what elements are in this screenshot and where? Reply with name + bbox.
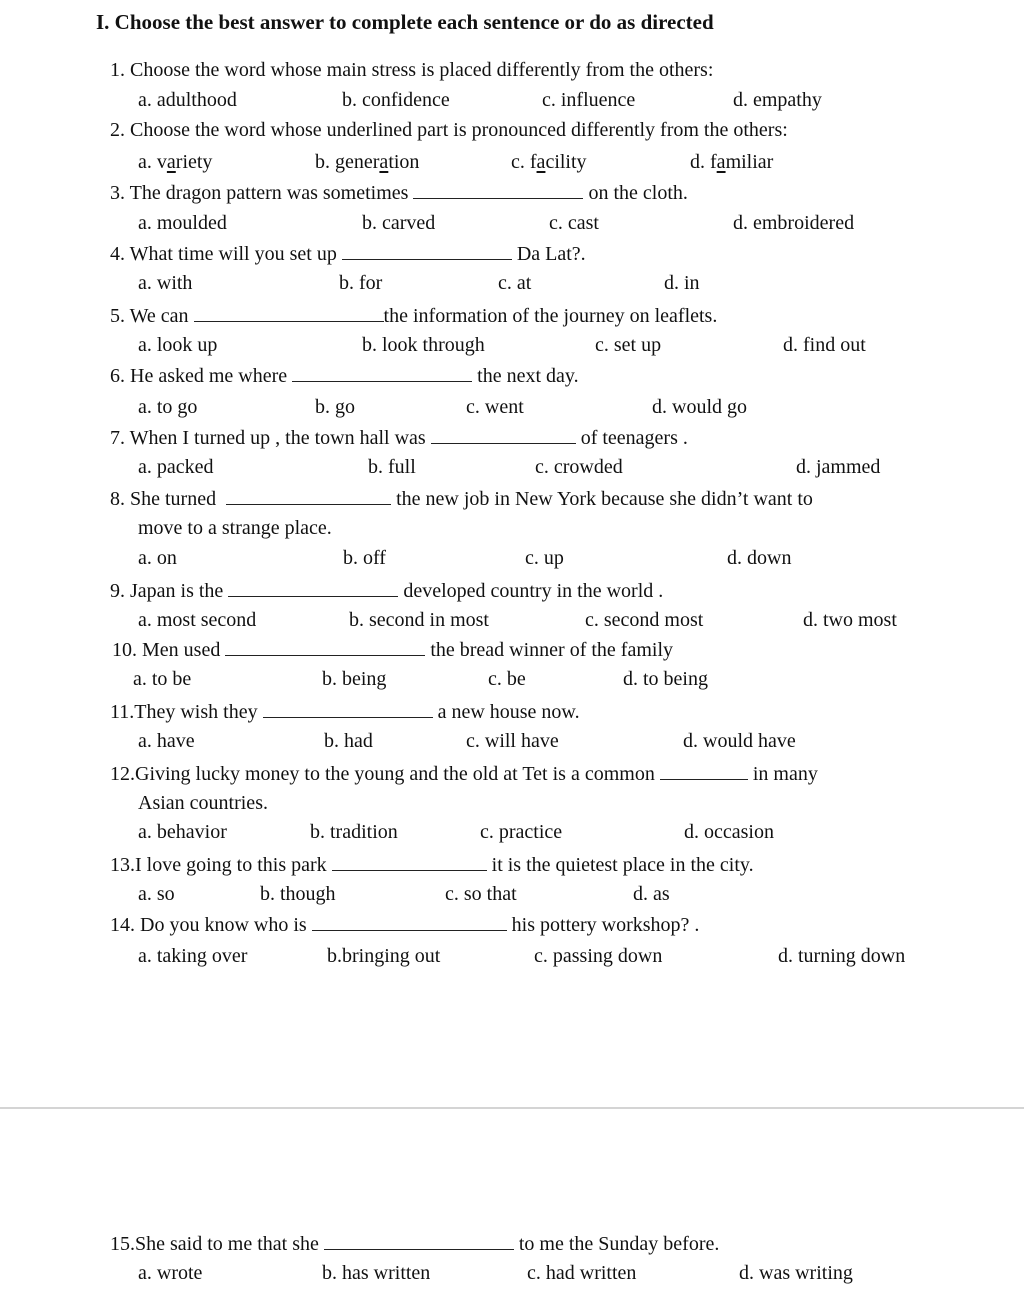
answer-blank: [431, 425, 576, 444]
q11-option-d[interactable]: d. would have: [683, 730, 796, 752]
q6-option-d[interactable]: d. would go: [652, 396, 747, 418]
question-3: 3. The dragon pattern was sometimes on the cloth.: [110, 182, 688, 204]
q12-option-a[interactable]: a. behavior: [138, 821, 227, 843]
answer-blank: [292, 363, 472, 382]
q7-option-a[interactable]: a. packed: [138, 456, 214, 478]
q5-option-a[interactable]: a. look up: [138, 334, 218, 356]
q13-option-d[interactable]: d. as: [633, 883, 670, 905]
q6-option-a[interactable]: a. to go: [138, 396, 198, 418]
q3-option-d[interactable]: d. embroidered: [733, 212, 855, 234]
answer-blank: [263, 699, 433, 718]
question-2: 2. Choose the word whose underlined part is pronounced differently from the others:: [110, 119, 788, 141]
q1-option-a[interactable]: a. adulthood: [138, 89, 237, 111]
q11-option-a[interactable]: a. have: [138, 730, 195, 752]
question-7: 7. When I turned up , the town hall was of teenagers .: [110, 427, 688, 449]
q4-option-d[interactable]: d. in: [664, 272, 700, 294]
q4-option-b[interactable]: b. for: [339, 272, 383, 294]
q12-option-b[interactable]: b. tradition: [310, 821, 398, 843]
question-12-continued: Asian countries.: [138, 792, 268, 814]
q6-option-c[interactable]: c. went: [466, 396, 524, 418]
q5-option-c[interactable]: c. set up: [595, 334, 662, 356]
answer-blank: [413, 180, 583, 199]
question-8: 8. She turned the new job in New York because she didn’t want to: [110, 488, 813, 510]
q2-option-d[interactable]: d. familiar: [690, 151, 774, 173]
q7-option-c[interactable]: c. crowded: [535, 456, 623, 478]
answer-blank: [225, 637, 425, 656]
q8-option-c[interactable]: c. up: [525, 547, 564, 569]
q10-option-d[interactable]: d. to being: [623, 668, 708, 690]
q15-option-c[interactable]: c. had written: [527, 1262, 637, 1284]
q12-option-d[interactable]: d. occasion: [684, 821, 774, 843]
question-15: 15.She said to me that she to me the Sunday before.: [110, 1233, 720, 1255]
q10-option-b[interactable]: b. being: [322, 668, 387, 690]
q14-option-c[interactable]: c. passing down: [534, 945, 663, 967]
q5-option-b[interactable]: b. look through: [362, 334, 485, 356]
question-8-continued: move to a strange place.: [138, 517, 332, 539]
question-1: 1. Choose the word whose main stress is placed differently from the others:: [110, 59, 714, 81]
q9-option-d[interactable]: d. two most: [803, 609, 897, 631]
answer-blank: [332, 852, 487, 871]
answer-blank: [324, 1231, 514, 1250]
question-9: 9. Japan is the developed country in the world .: [110, 580, 664, 602]
q14-option-b[interactable]: b.bringing out: [327, 945, 441, 967]
question-4: 4. What time will you set up Da Lat?.: [110, 243, 586, 265]
q2-option-c[interactable]: c. facility: [511, 151, 587, 173]
q1-option-c[interactable]: c. influence: [542, 89, 636, 111]
q14-option-d[interactable]: d. turning down: [778, 945, 906, 967]
q13-option-b[interactable]: b. though: [260, 883, 336, 905]
question-13: 13.I love going to this park it is the quietest place in the city.: [110, 854, 754, 876]
question-14: 14. Do you know who is his pottery workshop? .: [110, 914, 700, 936]
answer-blank: [226, 486, 391, 505]
question-12: 12.Giving lucky money to the young and the old at Tet is a common in many: [110, 763, 818, 785]
q2-option-a[interactable]: a. variety: [138, 151, 213, 173]
q15-option-d[interactable]: d. was writing: [739, 1262, 853, 1284]
q9-option-c[interactable]: c. second most: [585, 609, 704, 631]
q15-option-b[interactable]: b. has written: [322, 1262, 431, 1284]
q11-option-c[interactable]: c. will have: [466, 730, 559, 752]
answer-blank: [228, 578, 398, 597]
section-heading: I. Choose the best answer to complete each sentence or do as directed: [96, 10, 714, 34]
q7-option-b[interactable]: b. full: [368, 456, 416, 478]
q13-option-a[interactable]: a. so: [138, 883, 175, 905]
q1-option-d[interactable]: d. empathy: [733, 89, 822, 111]
q12-option-c[interactable]: c. practice: [480, 821, 563, 843]
q14-option-a[interactable]: a. taking over: [138, 945, 248, 967]
q8-option-d[interactable]: d. down: [727, 547, 792, 569]
q4-option-c[interactable]: c. at: [498, 272, 532, 294]
q3-option-c[interactable]: c. cast: [549, 212, 599, 234]
q13-option-c[interactable]: c. so that: [445, 883, 517, 905]
q4-option-a[interactable]: a. with: [138, 272, 193, 294]
question-11: 11.They wish they a new house now.: [110, 701, 580, 723]
page-divider: [0, 1107, 1024, 1109]
q9-option-b[interactable]: b. second in most: [349, 609, 489, 631]
q8-option-b[interactable]: b. off: [343, 547, 386, 569]
answer-blank: [342, 241, 512, 260]
question-10: 10. Men used the bread winner of the family: [112, 639, 674, 661]
q8-option-a[interactable]: a. on: [138, 547, 177, 569]
q7-option-d[interactable]: d. jammed: [796, 456, 881, 478]
answer-blank: [660, 761, 748, 780]
question-5: 5. We can the information of the journey on leaflets.: [110, 305, 718, 327]
question-6: 6. He asked me where the next day.: [110, 365, 579, 387]
q3-option-a[interactable]: a. moulded: [138, 212, 227, 234]
q3-option-b[interactable]: b. carved: [362, 212, 436, 234]
q2-option-b[interactable]: b. generation: [315, 151, 420, 173]
q6-option-b[interactable]: b. go: [315, 396, 355, 418]
q1-option-b[interactable]: b. confidence: [342, 89, 450, 111]
q15-option-a[interactable]: a. wrote: [138, 1262, 203, 1284]
q10-option-c[interactable]: c. be: [488, 668, 526, 690]
q9-option-a[interactable]: a. most second: [138, 609, 257, 631]
q11-option-b[interactable]: b. had: [324, 730, 373, 752]
answer-blank: [194, 303, 384, 322]
q5-option-d[interactable]: d. find out: [783, 334, 866, 356]
answer-blank: [312, 912, 507, 931]
q10-option-a[interactable]: a. to be: [133, 668, 192, 690]
